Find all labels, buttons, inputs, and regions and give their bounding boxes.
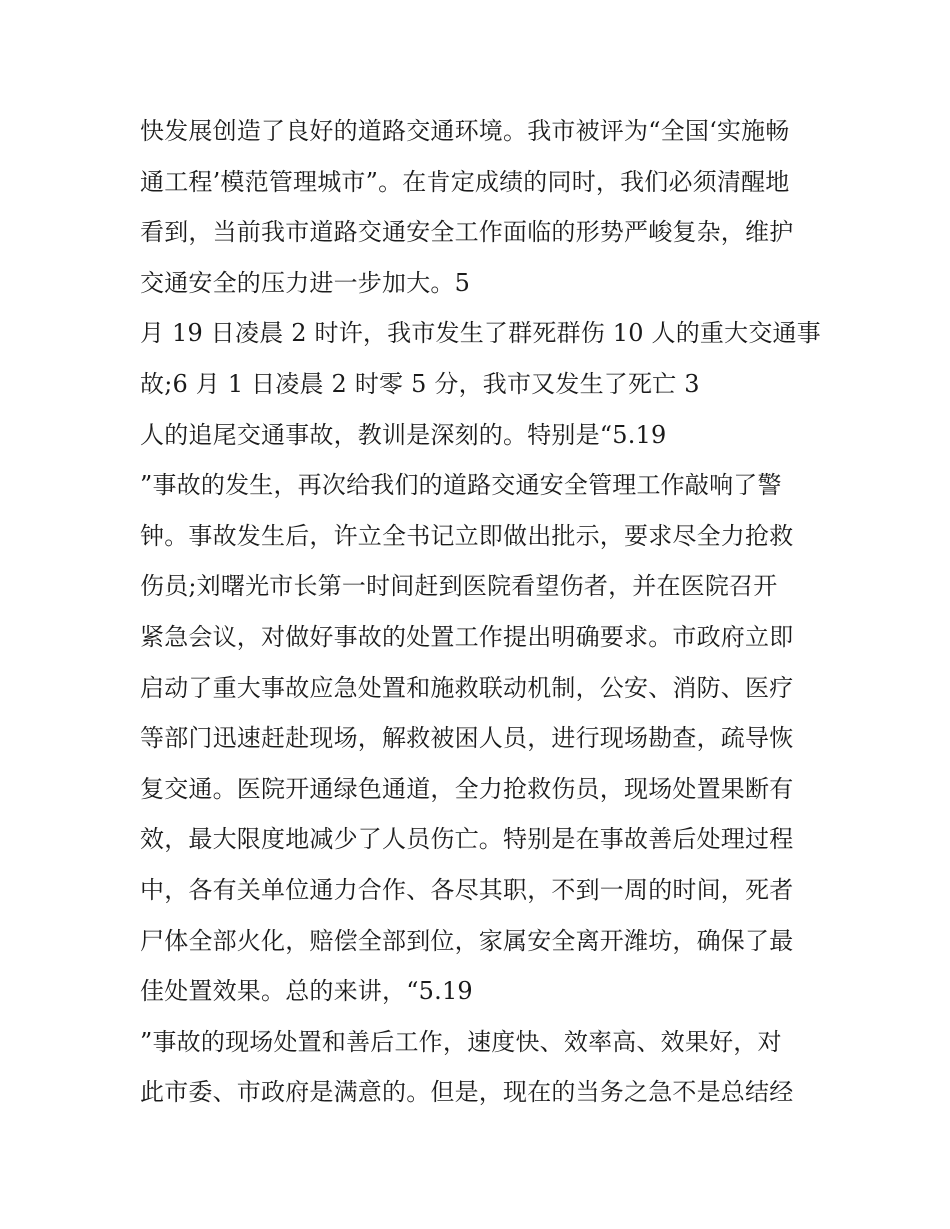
text-line: 复交通。医院开通绿色通道，全力抢救伤员，现场处置果断有: [140, 774, 794, 803]
text-line: 故;6 月 1 日凌晨 2 时零 5 分，我市又发生了死亡 3: [140, 369, 700, 398]
text-line: 钟。事故发生后，许立全书记立即做出批示，要求尽全力抢救: [140, 521, 794, 550]
text-line: 紧急会议，对做好事故的处置工作提出明确要求。市政府立即: [140, 622, 794, 651]
document-body: [140, 106, 830, 1118]
text-line: 人的追尾交通事故，教训是深刻的。特别是“5.19: [140, 420, 667, 449]
text-line: 交通安全的压力进一步加大。5: [140, 268, 471, 297]
text-line: 伤员;刘曙光市长第一时间赶到医院看望伤者，并在医院召开: [140, 572, 778, 601]
text-line: 效，最大限度地减少了人员伤亡。特别是在事故善后处理过程: [140, 825, 794, 854]
text-line: 快发展创造了良好的道路交通环境。我市被评为“全国‘实施畅: [140, 117, 790, 145]
text-line: 中，各有关单位通力合作、各尽其职，不到一周的时间，死者: [140, 875, 794, 904]
text-line: ”事故的发生，再次给我们的道路交通安全管理工作敲响了警: [140, 471, 782, 500]
text-line: 月 19 日凌晨 2 时许，我市发生了群死群伤 10 人的重大交通事: [140, 319, 821, 348]
text-line: 等部门迅速赶赴现场，解救被困人员，进行现场勘查，疏导恢: [140, 724, 794, 753]
text-line: 看到，当前我市道路交通安全工作面临的形势严峻复杂，维护: [140, 218, 794, 247]
text-line: 通工程’模范管理城市”。在肯定成绩的同时，我们必须清醒地: [140, 167, 790, 196]
text-line: 尸体全部火化，赔偿全部到位，家属安全离开潍坊，确保了最: [140, 926, 794, 955]
text-line: 此市委、市政府是满意的。但是，现在的当务之急不是总结经: [140, 1078, 794, 1107]
text-line: 佳处置效果。总的来讲，“5.19: [140, 977, 473, 1006]
text-line: ”事故的现场处置和善后工作，速度快、效率高、效果好，对: [140, 1027, 782, 1056]
text-line: 启动了重大事故应急处置和施救联动机制，公安、消防、医疗: [140, 673, 794, 702]
